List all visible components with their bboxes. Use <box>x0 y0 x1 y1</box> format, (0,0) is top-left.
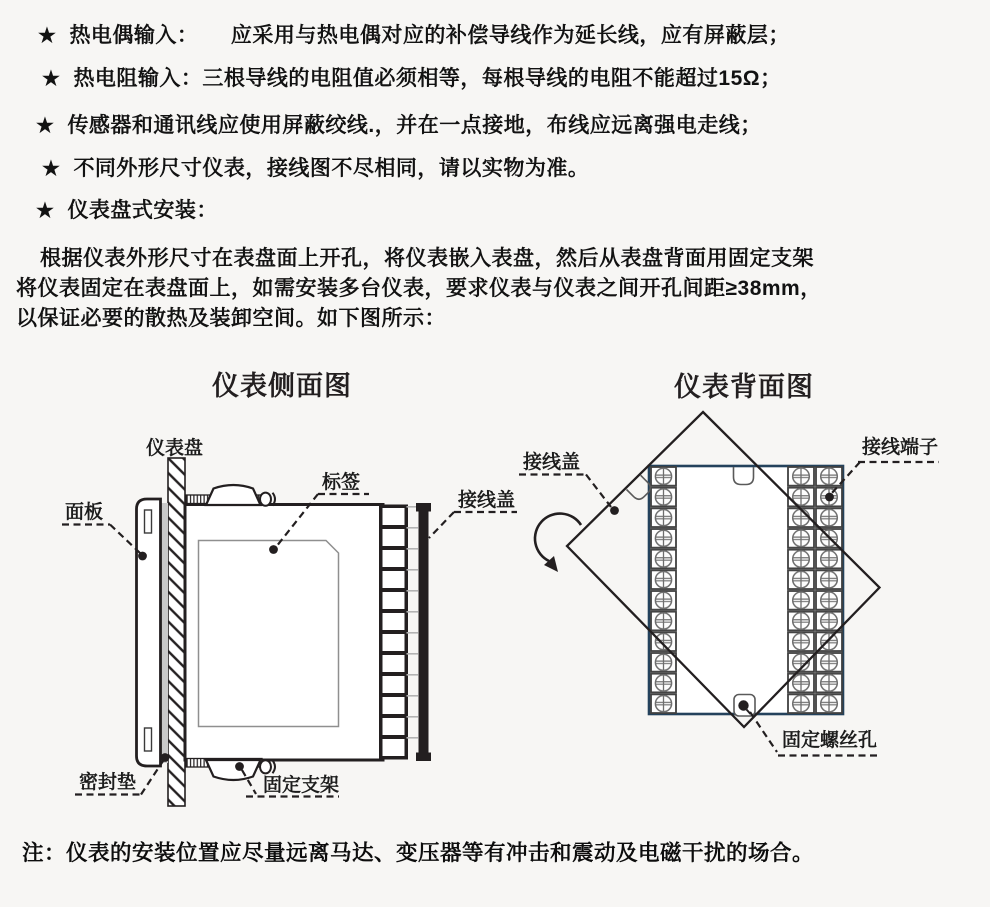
bracket-leader-dot <box>235 762 244 771</box>
label-front-panel: 面板 <box>65 502 104 523</box>
rotation-arrow-icon <box>535 514 581 572</box>
front-panel-leader <box>62 525 140 554</box>
bezel-notch-bottom <box>145 728 152 751</box>
bezel-notch-top <box>145 510 152 533</box>
label-tag: 标签 <box>322 472 361 493</box>
back-cover-dot <box>610 506 619 515</box>
back-view-diagram <box>519 372 939 756</box>
instrument-body <box>185 505 383 761</box>
bottom-bracket <box>206 760 261 780</box>
bullet-text: 不同外形尺寸仪表，接线图不尽相同，请以实物为准。 <box>73 157 590 180</box>
label-side-terminal-cover: 接线盖 <box>458 490 516 511</box>
terminal-column-left <box>650 466 677 714</box>
top-bracket <box>206 485 261 505</box>
gasket-dot <box>161 753 170 762</box>
terminals-dot <box>825 493 834 502</box>
paragraph-line: 以保证必要的散热及装卸空间。如下图所示： <box>16 307 446 330</box>
side-terminal-cover <box>416 503 431 761</box>
bullet-text: 传感器和通讯线应使用屏蔽绞线.，并在一点接地，布线应远离强电走线； <box>67 114 762 137</box>
back-view-title: 仪表背面图 <box>674 372 814 402</box>
installation-note: 注：仪表的安装位置应尽量远离马达、变压器等有冲击和震动及电磁干扰的场合。 <box>22 841 815 865</box>
top-bracket-assembly <box>186 485 275 506</box>
label-screw-hole: 固定螺丝孔 <box>782 730 878 751</box>
side-view-title: 仪表侧面图 <box>212 371 352 401</box>
terminal-wires <box>407 506 419 758</box>
side-view-diagram <box>62 371 517 806</box>
bullet-text: 热电偶输入： 应采用与热电偶对应的补偿导线作为延长线，应有屏蔽层； <box>69 24 790 47</box>
star-icon: ★ <box>42 68 61 90</box>
terminal-ladder <box>381 506 407 758</box>
paragraph-line: 将仪表固定在表盘面上，如需安装多台仪表，要求仪表与仪表之间开孔间距≥38mm， <box>16 277 822 300</box>
star-icon: ★ <box>42 158 61 180</box>
mounting-panel-hatch <box>168 458 185 806</box>
tag-dot <box>269 545 278 554</box>
side-cover-leader <box>429 512 517 538</box>
front-panel-dot <box>138 552 147 561</box>
terminals-leader <box>831 462 939 494</box>
back-cover-leader <box>519 475 611 508</box>
star-icon: ★ <box>36 200 55 222</box>
paragraph-line: 根据仪表外形尺寸在表盘面上开孔，将仪表嵌入表盘，然后从表盘背面用固定支架 <box>40 247 814 270</box>
bottom-screw-head <box>260 760 271 773</box>
star-icon: ★ <box>38 25 57 47</box>
label-back-terminal-cover: 接线盖 <box>523 452 581 473</box>
label-gasket: 密封垫 <box>79 772 137 793</box>
bottom-bracket-assembly <box>186 759 275 781</box>
label-mounting-panel: 仪表盘 <box>146 438 204 459</box>
top-screw-head <box>260 493 271 506</box>
front-bezel <box>137 499 161 766</box>
label-bracket: 固定支架 <box>263 775 340 796</box>
star-icon: ★ <box>36 115 55 137</box>
bullet-text: 热电阻输入：三根导线的电阻值必须相等，每根导线的电阻不能超过15Ω； <box>73 67 782 90</box>
label-terminals: 接线端子 <box>862 437 939 458</box>
bullet-text: 仪表盘式安装： <box>67 199 218 222</box>
